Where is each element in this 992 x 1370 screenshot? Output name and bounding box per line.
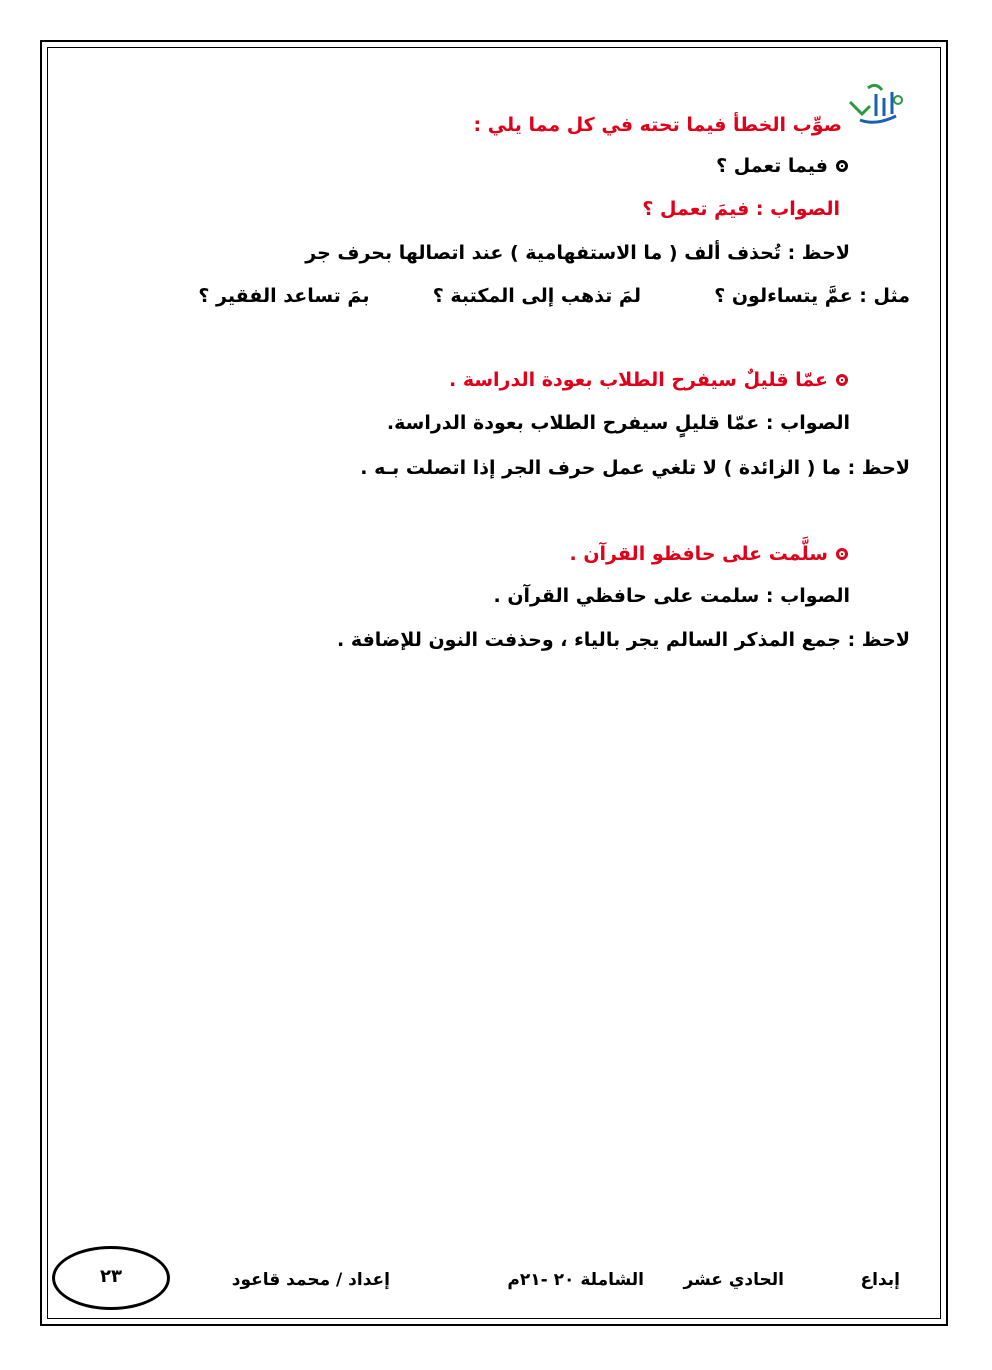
examples-label: مثل : <box>859 285 910 307</box>
page-number: ٢٣ <box>52 1246 170 1310</box>
bullet-icon <box>836 160 848 172</box>
section1-examples <box>198 283 910 309</box>
section1-note: لاحظ : تُحذف ألف ( ما الاستفهامية ) عند اتصالها بحرف جر <box>305 242 850 264</box>
instruction-heading: صوِّب الخطأ فيما تحته في كل مما يلي : <box>473 114 842 136</box>
bullet-icon <box>836 548 848 560</box>
section2-question <box>449 367 848 393</box>
section1-question <box>716 153 848 179</box>
example-1: عمَّ يتساءلون ؟ <box>714 285 853 307</box>
section3-question <box>570 541 849 567</box>
footer-author: إعداد / محمد قاعود <box>231 1270 390 1290</box>
section2-question-text: عمّا قليلٌ سيفرح الطلاب بعودة الدراسة . <box>449 369 828 391</box>
section3-note: لاحظ : جمع المذكر السالم يجر بالياء ، وحذفت النون للإضافة . <box>336 629 910 651</box>
section2-note: لاحظ : ما ( الزائدة ) لا تلغي عمل حرف الجر إذا اتصلت بـه . <box>360 457 910 479</box>
section1-question-text: فيما تعمل ؟ <box>716 155 828 177</box>
section3-correct: الصواب : سلمت على حافظي القرآن . <box>493 585 850 607</box>
bullet-icon <box>836 374 848 386</box>
section1-correct: الصواب : فيمَ تعمل ؟ <box>642 198 840 220</box>
section2-correct: الصواب : عمّا قليلٍ سيفرح الطلاب بعودة الدراسة. <box>386 412 850 434</box>
footer-brand: إبداع <box>860 1270 900 1290</box>
example-2: لمَ تذهب إلى المكتبة ؟ <box>432 285 641 307</box>
page-border-inner <box>47 47 941 1319</box>
footer-edition: الشاملة ٢٠ -٢١م <box>507 1270 644 1290</box>
example-3: بمَ تساعد الفقير ؟ <box>198 285 370 307</box>
ibdaa-logo <box>846 80 906 130</box>
section3-question-text: سلَّمت على حافظو القرآن . <box>569 543 828 565</box>
footer-grade: الحادي عشر <box>683 1270 784 1290</box>
